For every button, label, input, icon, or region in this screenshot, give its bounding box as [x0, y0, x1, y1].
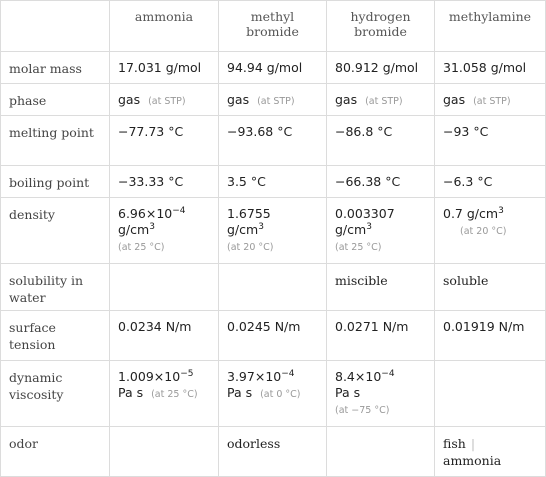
column-header-methylamine: methylamine — [435, 1, 546, 52]
cube-exponent: 3 — [498, 205, 504, 216]
row-label: solubility in water — [1, 264, 110, 311]
cell-value: −77.73 °C — [110, 116, 219, 166]
density-unit: g/cm — [335, 222, 367, 237]
row-boiling-point — [1, 166, 546, 198]
phase-value: gas — [118, 92, 141, 107]
cell-value: 0.01919 N/m — [435, 311, 546, 361]
row-label: surface tension — [1, 311, 110, 361]
density-value: 1.6755 — [227, 206, 271, 221]
density-mantissa: 6.96 — [118, 206, 146, 221]
condition-note: (at STP) — [148, 96, 186, 107]
cell-value: −86.8 °C — [327, 116, 435, 166]
condition-note: (at 25 °C) — [335, 242, 382, 253]
corner-cell — [1, 1, 110, 52]
phase-value: gas — [443, 92, 466, 107]
column-header-methyl-bromide: methyl bromide — [219, 1, 327, 52]
viscosity-unit: Pa s — [118, 385, 144, 400]
viscosity-mantissa: 3.97 — [227, 369, 255, 384]
row-odor — [1, 427, 546, 477]
times-sign: ×10 — [354, 369, 382, 384]
cell-empty — [110, 264, 219, 311]
cell-value — [435, 198, 546, 264]
cell-empty — [327, 427, 435, 477]
odor-value: ammonia — [443, 453, 502, 468]
odor-value: fish — [443, 436, 466, 451]
cell-value — [327, 361, 435, 427]
condition-note: (at 0 °C) — [260, 389, 301, 400]
condition-note: (at 20 °C) — [227, 242, 274, 253]
cell-value: −93 °C — [435, 116, 546, 166]
row-dynamic-viscosity — [1, 361, 546, 427]
viscosity-unit: Pa s — [335, 385, 361, 400]
cell-value: miscible — [327, 264, 435, 311]
cell-value: −33.33 °C — [110, 166, 219, 198]
row-label: boiling point — [1, 166, 110, 198]
cell-empty — [219, 264, 327, 311]
density-unit: g/cm — [227, 222, 259, 237]
cell-value: 94.94 g/mol — [219, 52, 327, 84]
row-label: odor — [1, 427, 110, 477]
cell-value — [327, 84, 435, 116]
cell-value: 31.058 g/mol — [435, 52, 546, 84]
cell-value: −6.3 °C — [435, 166, 546, 198]
viscosity-unit: Pa s — [227, 385, 253, 400]
row-molar-mass — [1, 52, 546, 84]
row-label: melting point — [1, 116, 110, 166]
density-value: 0.003307 — [335, 206, 395, 221]
condition-note: (at STP) — [365, 96, 403, 107]
phase-value: gas — [335, 92, 358, 107]
cell-value — [435, 84, 546, 116]
row-surface-tension — [1, 311, 546, 361]
row-label: molar mass — [1, 52, 110, 84]
density-value: 0.7 g/cm — [443, 206, 499, 221]
cell-value: odorless — [219, 427, 327, 477]
viscosity-exponent: −4 — [381, 368, 395, 379]
row-melting-point — [1, 116, 546, 166]
viscosity-exponent: −5 — [180, 368, 194, 379]
condition-note: (at STP) — [257, 96, 295, 107]
cube-exponent: 3 — [258, 221, 264, 232]
header-row — [1, 1, 546, 52]
cell-value — [110, 84, 219, 116]
cell-value — [110, 361, 219, 427]
row-density — [1, 198, 546, 264]
cell-value — [219, 198, 327, 264]
cell-value: 0.0271 N/m — [327, 311, 435, 361]
viscosity-exponent: −4 — [281, 368, 295, 379]
condition-note: (at 25 °C) — [151, 389, 198, 400]
times-sign: ×10 — [153, 369, 181, 384]
cell-value — [110, 198, 219, 264]
row-label: phase — [1, 84, 110, 116]
row-label: density — [1, 198, 110, 264]
cell-value: 0.0245 N/m — [219, 311, 327, 361]
cell-value: 0.0234 N/m — [110, 311, 219, 361]
times-sign: ×10 — [145, 206, 173, 221]
phase-value: gas — [227, 92, 250, 107]
cube-exponent: 3 — [366, 221, 372, 232]
cell-empty — [110, 427, 219, 477]
viscosity-mantissa: 1.009 — [118, 369, 154, 384]
cell-value — [327, 198, 435, 264]
cell-value: −66.38 °C — [327, 166, 435, 198]
times-sign: ×10 — [254, 369, 282, 384]
row-solubility — [1, 264, 546, 311]
row-phase — [1, 84, 546, 116]
column-header-ammonia: ammonia — [110, 1, 219, 52]
condition-note: (at 20 °C) — [460, 226, 507, 237]
condition-note: (at −75 °C) — [335, 405, 390, 416]
cell-value: soluble — [435, 264, 546, 311]
cell-value: 3.5 °C — [219, 166, 327, 198]
row-label: dynamic viscosity — [1, 361, 110, 427]
cube-exponent: 3 — [149, 221, 155, 232]
cell-value: 17.031 g/mol — [110, 52, 219, 84]
density-unit: g/cm — [118, 222, 150, 237]
cell-value — [219, 84, 327, 116]
cell-value: 80.912 g/mol — [327, 52, 435, 84]
cell-value — [219, 361, 327, 427]
separator: | — [470, 436, 476, 451]
density-exponent: −4 — [172, 205, 186, 216]
viscosity-mantissa: 8.4 — [335, 369, 355, 384]
condition-note: (at STP) — [473, 96, 511, 107]
cell-value: −93.68 °C — [219, 116, 327, 166]
cell-empty — [435, 361, 546, 427]
cell-value — [435, 427, 546, 477]
condition-note: (at 25 °C) — [118, 242, 165, 253]
column-header-hydrogen-bromide: hydrogen bromide — [327, 1, 435, 52]
